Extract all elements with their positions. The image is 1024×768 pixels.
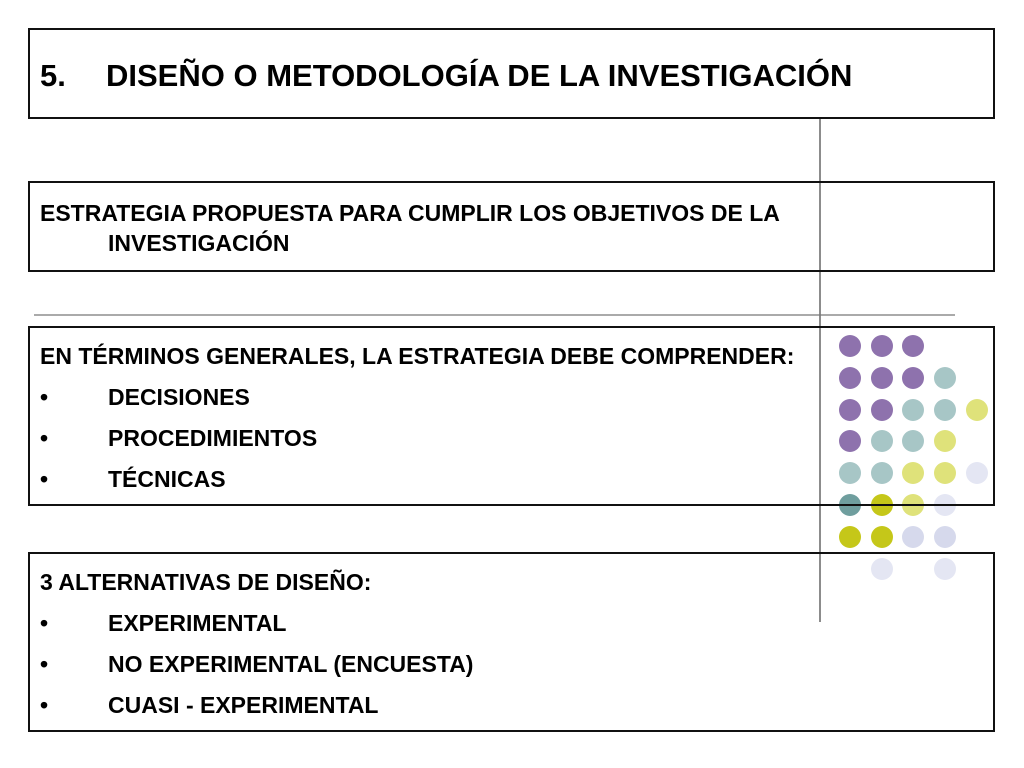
bullet-icon: •: [40, 651, 49, 677]
list-item-label: CUASI - EXPERIMENTAL: [108, 692, 379, 718]
strategy-line-1: ESTRATEGIA PROPUESTA PARA CUMPLIR LOS OBJETIVOS DE LA: [40, 200, 780, 226]
title-number: 5.: [40, 58, 66, 93]
alternatives-heading: 3 ALTERNATIVAS DE DISEÑO:: [40, 569, 372, 595]
dot: [902, 526, 924, 548]
general-terms-box: [28, 326, 995, 506]
bullet-icon: •: [40, 692, 49, 718]
dot: [839, 526, 861, 548]
list-item: [40, 690, 473, 731]
list-item: [40, 464, 317, 505]
list-item-label: TÉCNICAS: [108, 466, 226, 492]
list-item-label: EXPERIMENTAL: [108, 610, 287, 636]
list-item: [40, 608, 473, 649]
strategy-box: [28, 181, 995, 272]
bullet-icon: •: [40, 384, 49, 410]
general-list: [40, 382, 317, 505]
bullet-icon: •: [40, 610, 49, 636]
dot: [934, 526, 956, 548]
list-item: [40, 382, 317, 423]
slide-title: [40, 58, 852, 94]
dot: [871, 526, 893, 548]
title-box: [28, 28, 995, 119]
alternatives-box: [28, 552, 995, 732]
list-item: [40, 649, 473, 690]
bullet-icon: •: [40, 466, 49, 492]
title-text: DISEÑO O METODOLOGÍA DE LA INVESTIGACIÓN: [106, 58, 853, 93]
strategy-line-2: INVESTIGACIÓN: [108, 230, 290, 256]
list-item-label: NO EXPERIMENTAL (ENCUESTA): [108, 651, 474, 677]
list-item-label: DECISIONES: [108, 384, 250, 410]
bullet-icon: •: [40, 425, 49, 451]
alternatives-list: [40, 608, 473, 731]
list-item: [40, 423, 317, 464]
general-heading: EN TÉRMINOS GENERALES, LA ESTRATEGIA DEBE COMPRENDER:: [40, 343, 795, 369]
list-item-label: PROCEDIMIENTOS: [108, 425, 318, 451]
